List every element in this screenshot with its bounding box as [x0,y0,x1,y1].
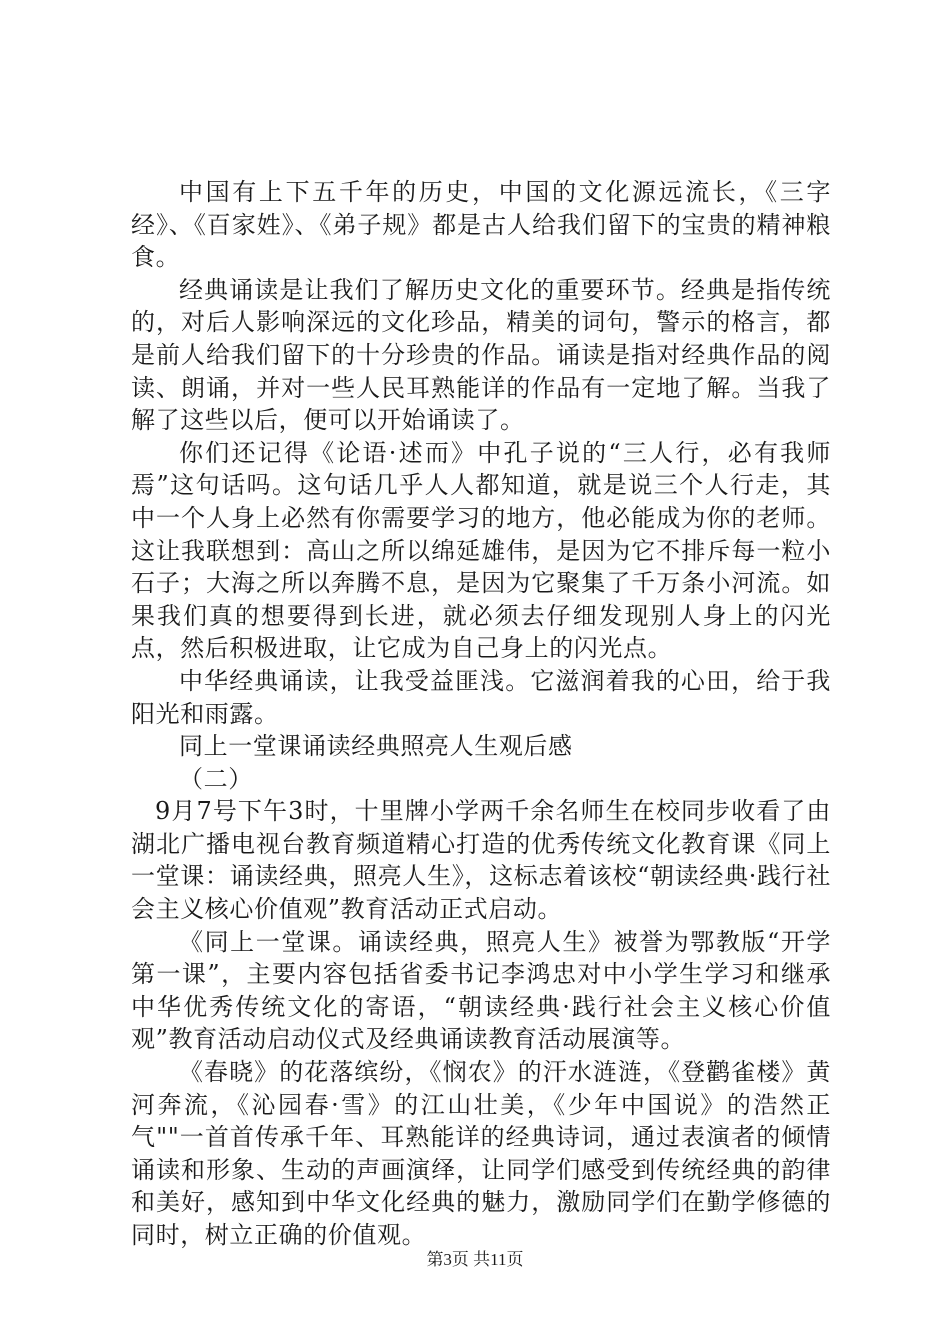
page-number-footer: 第3页 共11页 [426,1250,524,1269]
paragraph-history: 中国有上下五千年的历史，中国的文化源远流长，《三字经》、《百家姓》、《弟子规》都是古人给我们留下的宝贵的精神粮食。 [131,178,831,272]
paragraph-first-lesson: 《同上一堂课。诵读经典，照亮人生》被誉为鄂教版“开学第一课”，主要内容包括省委书记李鸿忠对中小学生学习和继承中华优秀传统文化的寄语，“朝读经典·践行社会主义核心价值观”教育活动启动仪式及经典诵读教育活动展演等。 [131,927,831,1054]
paragraph-event: 9月7号下午3时，十里牌小学两千余名师生在校同步收看了由湖北广播电视台教育频道精心打造的优秀传统文化教育课《同上一堂课：诵读经典，照亮人生》，这标志着该校“朝读经典·践行社会主义核心价值观”教育活动正式启动。 [131,797,831,924]
section-title: 同上一堂课诵读经典照亮人生观后感 [179,732,573,761]
paragraph-poems: 《春晓》的花落缤纷，《悯农》的汗水涟涟，《登鹳雀楼》黄河奔流，《沁园春·雪》的江山壮美，《少年中国说》的浩然正气""一首首传承千年、耳熟能详的经典诗词，通过表演者的倾情诵读和形象、生动的声画演绎，让同学们感受到传统经典的韵律和美好，感知到中华文化经典的魅力，激励同学们在勤学修德的同时，树立正确的价值观。 [131,1058,831,1249]
section-subtitle: （二） [179,764,253,793]
paragraph-benefit: 中华经典诵读，让我受益匪浅。它滋润着我的心田，给于我阳光和雨露。 [131,666,831,728]
paragraph-confucius: 你们还记得《论语·述而》中孔子说的“三人行，必有我师焉”这句话吗。这句话几乎人人都知道，就是说三个人行走，其中一个人身上必然有你需要学习的地方，他必能成为你的老师。这让我联想到：高山之所以绵延雄伟，是因为它不排斥每一粒小石子；大海之所以奔腾不息，是因为它聚集了千万条小河流。如果我们真的想要得到长进，就必须去仔细发现别人身上的闪光点，然后积极进取，让它成为自己身上的闪光点。 [131,438,831,663]
paragraph-classic-reading: 经典诵读是让我们了解历史文化的重要环节。经典是指传统的，对后人影响深远的文化珍品，精美的词句，警示的格言，都是前人给我们留下的十分珍贵的作品。诵读是指对经典作品的阅读、朗诵，并对一些人民耳熟能详的作品有一定地了解。当我了解了这些以后，便可以开始诵读了。 [131,275,831,435]
document-body [131,176,831,1252]
